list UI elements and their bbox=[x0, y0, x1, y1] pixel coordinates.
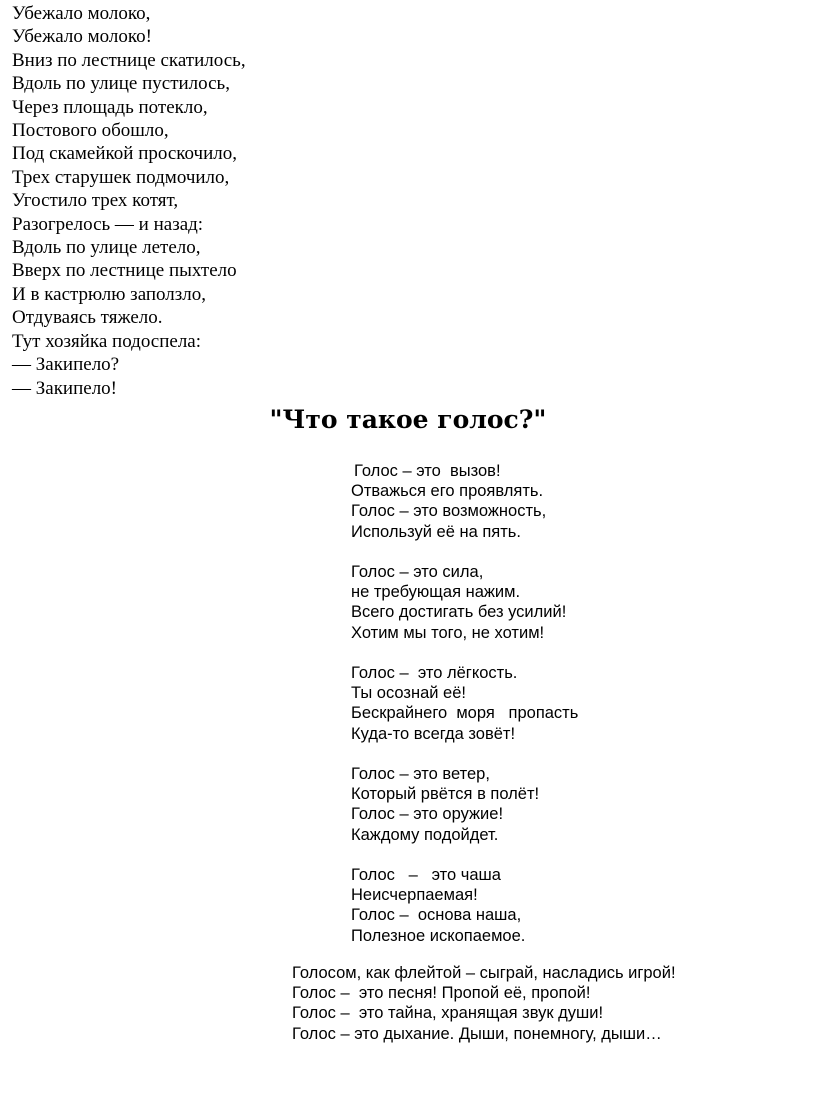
poem-line: Убежало молоко! bbox=[12, 26, 152, 48]
poem-line: Трех старушек подмочило, bbox=[12, 166, 230, 188]
stanza-line: Хотим мы того, не хотим! bbox=[351, 623, 545, 642]
stanza-line: Голос – это ветер, bbox=[351, 765, 490, 783]
poem-line: Угостило трех котят, bbox=[12, 190, 179, 212]
poem-line: Убежало молоко, bbox=[12, 3, 151, 24]
stanza bbox=[351, 461, 578, 542]
poem-line: Постового обошло, bbox=[12, 120, 169, 142]
finale-line: Голосом, как флейтой – сыграй, насладись игрой! bbox=[292, 964, 676, 982]
stanza-line: Голос – это сила, bbox=[351, 563, 484, 581]
stanza bbox=[351, 764, 578, 845]
stanza-line: не требующая нажим. bbox=[351, 583, 521, 602]
poem-line: Тут хозяйка подоспела: bbox=[12, 330, 202, 352]
poem-title: "Что такое голос?" bbox=[269, 405, 547, 434]
poem-line: Вдоль по улице летело, bbox=[12, 237, 201, 259]
stanza-line: Полезное ископаемое. bbox=[351, 926, 526, 945]
poem-line: Вниз по лестнице скатилось, bbox=[12, 49, 246, 71]
poem-finale bbox=[292, 963, 676, 1044]
stanza-line: Голос – основа наша, bbox=[351, 906, 522, 925]
poem-line: Вдоль по улице пустилось, bbox=[12, 73, 230, 95]
poem-line: Под скамейкой проскочило, bbox=[12, 143, 238, 165]
poem-line: Отдуваясь тяжело. bbox=[12, 307, 163, 329]
finale-line: Голос – это дыхание. Дыши, понемногу, дыши… bbox=[292, 1024, 662, 1043]
stanza bbox=[351, 865, 578, 946]
stanza bbox=[351, 562, 578, 643]
stanza-line: Голос – это чаша bbox=[351, 866, 501, 884]
stanza-line: Используй её на пять. bbox=[351, 522, 521, 541]
stanza-line: Неисчерпаемая! bbox=[351, 886, 478, 905]
stanza-line: Голос – это возможность, bbox=[351, 502, 547, 521]
poem-line: — Закипело? bbox=[12, 354, 120, 376]
poem-line: Вверх по лестнице пыхтело bbox=[12, 260, 237, 282]
poem-voice bbox=[351, 461, 578, 966]
stanza bbox=[351, 663, 578, 744]
poem-line: Разогрелось — и назад: bbox=[12, 213, 204, 235]
finale-line: Голос – это тайна, хранящая звук души! bbox=[292, 1004, 604, 1023]
poem-milk bbox=[12, 2, 246, 400]
stanza-line: Отважься его проявлять. bbox=[351, 482, 544, 501]
stanza-line: Каждому подойдет. bbox=[351, 825, 499, 844]
stanza-line: Всего достигать без усилий! bbox=[351, 603, 567, 622]
stanza-line: Который рвётся в полёт! bbox=[351, 785, 540, 804]
poem-line: Через площадь потекло, bbox=[12, 96, 208, 118]
stanza-line: Голос – это оружие! bbox=[351, 805, 504, 824]
poem-line: — Закипело! bbox=[12, 377, 118, 399]
finale-line: Голос – это песня! Пропой её, пропой! bbox=[292, 984, 591, 1003]
stanza-line: Голос – это вызов! bbox=[354, 462, 501, 480]
stanza-line: Бескрайнего моря пропасть bbox=[351, 704, 579, 723]
stanza-line: Ты осознай её! bbox=[351, 684, 466, 703]
poem-line: И в кастрюлю заползло, bbox=[12, 283, 207, 305]
stanza-line: Голос – это лёгкость. bbox=[351, 664, 518, 682]
stanza-line: Куда-то всегда зовёт! bbox=[351, 724, 516, 743]
